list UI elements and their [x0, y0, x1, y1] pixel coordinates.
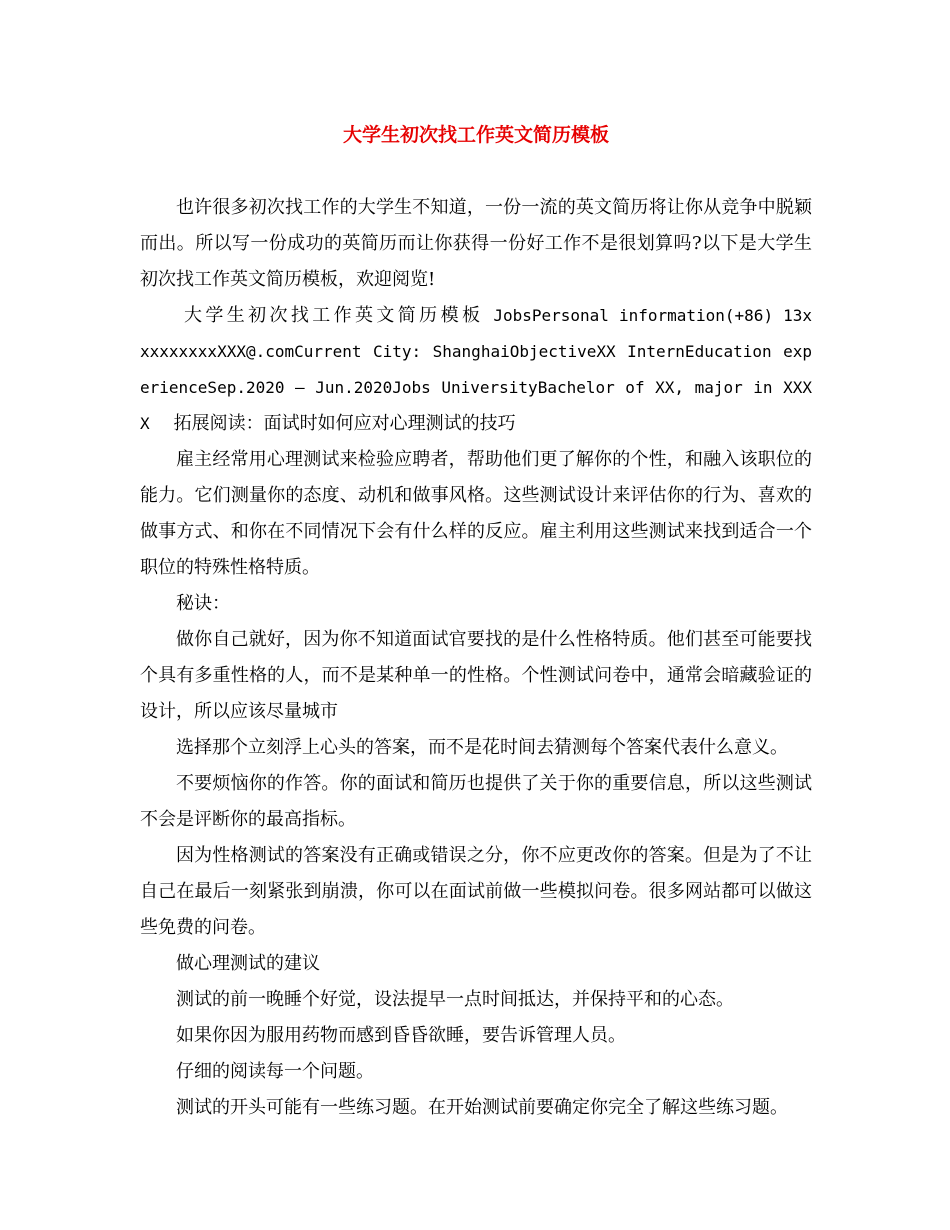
- resume-heading: 大学生初次找工作英文简历模板: [184, 305, 484, 326]
- resume-template-paragraph: [140, 298, 812, 442]
- resume-content: JobsPersonal information(+86) 13xxxxxxxxxXXX@.comCurrent City: ShanghaiObjectiveXX InternEducation experienceSep.2020 – Jun.2020Jobs UniversityBachelor of XX, major in XXXX: [140, 306, 812, 433]
- document-body: [140, 190, 812, 1126]
- intro-paragraph: 也许很多初次找工作的大学生不知道，一份一流的英文简历将让你从竞争中脱颖而出。所以写一份成功的英简历而让你获得一份好工作不是很划算吗?以下是大学生初次找工作英文简历模板，欢迎阅览!: [140, 197, 812, 290]
- body-paragraph: 做心理测试的建议: [176, 953, 320, 974]
- body-paragraph: 因为性格测试的答案没有正确或错误之分，你不应更改你的答案。但是为了不让自己在最后一刻紧张到崩溃，你可以在面试前做一些模拟问卷。很多网站都可以做这些免费的问卷。: [140, 845, 812, 938]
- body-paragraph: 做你自己就好，因为你不知道面试官要找的是什么性格特质。他们甚至可能要找个具有多重性格的人，而不是某种单一的性格。个性测试问卷中，通常会暗藏验证的设计，所以应该尽量城市: [140, 629, 812, 722]
- body-paragraph: 秘诀：: [176, 593, 230, 614]
- body-paragraph: 如果你因为服用药物而感到昏昏欲睡，要告诉管理人员。: [176, 1025, 626, 1046]
- body-paragraph: 仔细的阅读每一个问题。: [176, 1061, 374, 1082]
- body-paragraph: 雇主经常用心理测试来检验应聘者，帮助他们更了解你的个性，和融入该职位的能力。它们测量你的态度、动机和做事风格。这些测试设计来评估你的行为、喜欢的做事方式、和你在不同情况下会有什么样的反应。雇主利用这些测试来找到适合一个职位的特殊性格特质。: [140, 449, 812, 578]
- body-paragraph: 选择那个立刻浮上心头的答案，而不是花时间去猜测每个答案代表什么意义。: [176, 737, 788, 758]
- body-paragraph: 测试的前一晚睡个好觉，设法提早一点时间抵达，并保持平和的心态。: [176, 989, 734, 1010]
- extended-reading-link-text: 拓展阅读：面试时如何应对心理测试的技巧: [173, 413, 516, 434]
- document-title: 大学生初次找工作英文简历模板: [342, 124, 609, 146]
- body-paragraph: 不要烦恼你的作答。你的面试和简历也提供了关于你的重要信息，所以这些测试不会是评断你的最高指标。: [140, 773, 812, 830]
- body-paragraph: 测试的开头可能有一些练习题。在开始测试前要确定你完全了解这些练习题。: [176, 1097, 788, 1118]
